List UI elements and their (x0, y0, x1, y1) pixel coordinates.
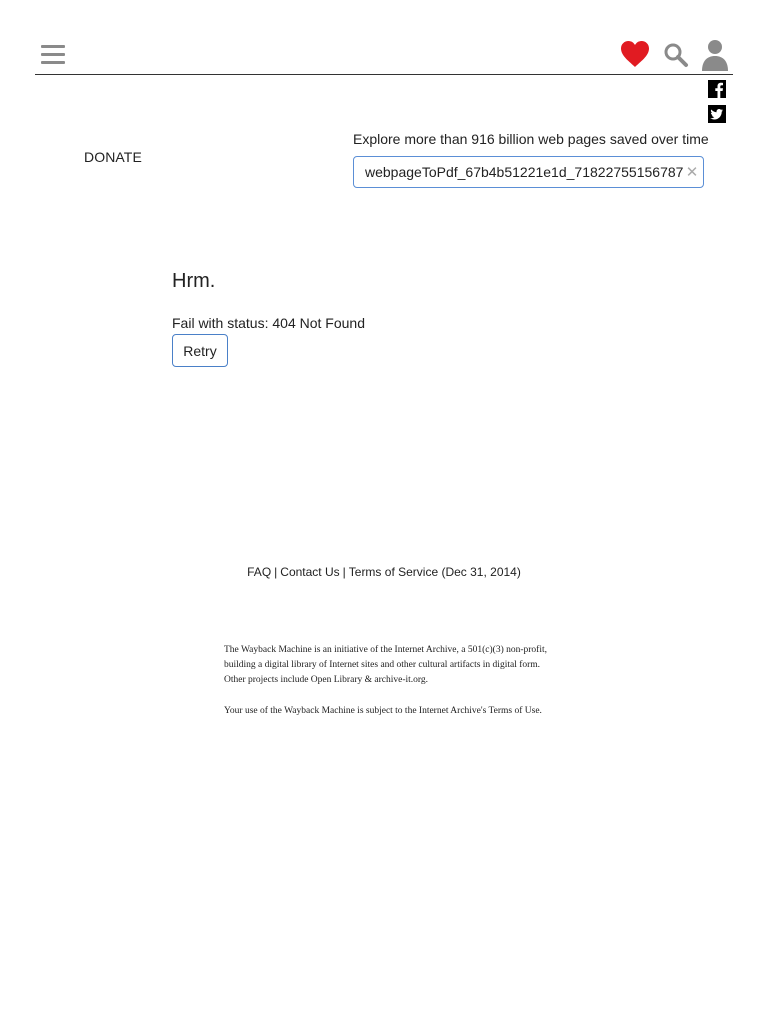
search-icon[interactable] (663, 42, 689, 68)
footer-separator: | (274, 565, 278, 579)
wayback-description-line1: The Wayback Machine is an initiative of the Internet Archive, a 501(c)(3) non-profit, (224, 645, 547, 655)
faq-link[interactable]: FAQ (247, 565, 272, 579)
search-caption: Explore more than 916 billion web pages saved over time (353, 131, 709, 147)
url-search-input[interactable] (365, 157, 683, 187)
clear-search-icon[interactable]: ✕ (685, 163, 699, 181)
donate-link[interactable]: DONATE (84, 149, 142, 165)
error-status-text: Fail with status: 404 Not Found (172, 315, 365, 331)
footer-separator: | (342, 565, 346, 579)
url-search-box (353, 156, 704, 188)
twitter-icon[interactable] (708, 105, 726, 123)
footer-links (0, 565, 768, 579)
facebook-icon[interactable] (708, 80, 726, 98)
terms-of-service-link[interactable]: Terms of Service (Dec 31, 2014) (348, 565, 521, 579)
wayback-description-line2: building a digital library of Internet sites and other cultural artifacts in digital form. (224, 660, 541, 670)
retry-button[interactable]: Retry (172, 334, 228, 367)
top-navigation-bar (35, 34, 733, 75)
contact-us-link[interactable]: Contact Us (280, 565, 340, 579)
error-title: Hrm. (172, 270, 216, 292)
terms-of-use-note: Your use of the Wayback Machine is subject to the Internet Archive's Terms of Use. (224, 706, 542, 716)
hamburger-icon[interactable] (41, 44, 65, 66)
user-icon[interactable] (701, 39, 729, 71)
wayback-description (224, 643, 584, 688)
heart-icon[interactable] (620, 40, 650, 68)
wayback-description-line3: Other projects include Open Library & archive-it.org. (224, 675, 429, 685)
